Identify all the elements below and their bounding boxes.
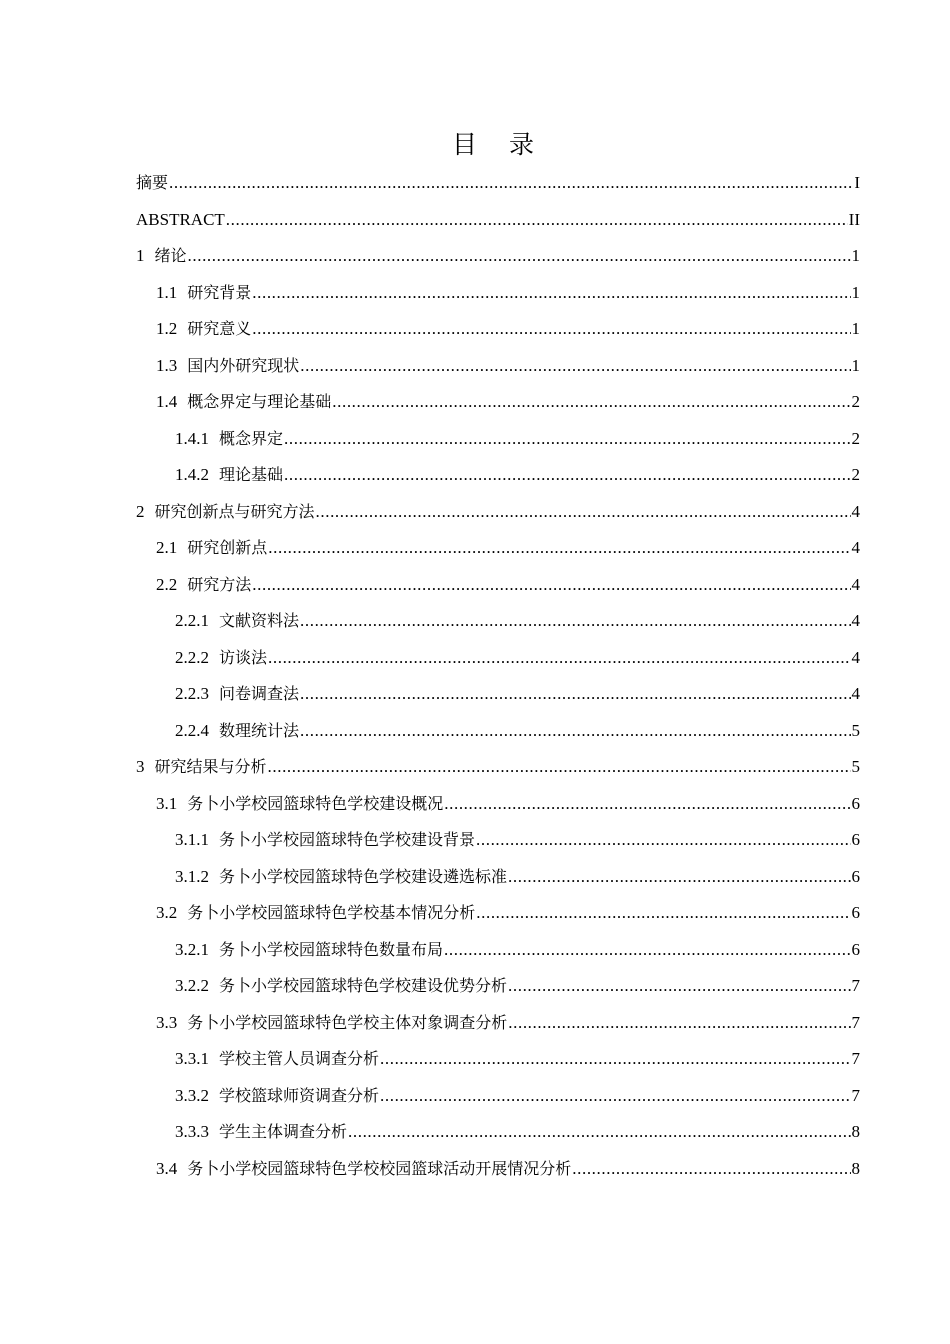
toc-entry[interactable] [175, 460, 860, 490]
toc-entry-text: 1.4 概念界定与理论基础 [156, 392, 332, 411]
toc-page-number: 8 [851, 1122, 860, 1141]
toc-page-number: 6 [851, 939, 860, 959]
dot-leader [444, 789, 850, 819]
dot-leader [332, 387, 850, 417]
toc-entry-text: 2.2.2 访谈法 [175, 647, 268, 667]
toc-entry-text: 3.4 务卜小学校园篮球特色学校校园篮球活动开展情况分析 [156, 1158, 572, 1178]
dot-leader [252, 314, 850, 344]
toc-entry-text: ABSTRACT [136, 209, 225, 229]
dot-leader [300, 606, 850, 636]
toc-entry[interactable] [136, 241, 860, 271]
dot-leader [444, 935, 850, 965]
toc-entry[interactable] [156, 1008, 860, 1038]
toc-page-number: 2 [851, 428, 860, 448]
toc-entry[interactable] [175, 606, 860, 636]
toc-entry-text: 2 研究创新点与研究方法 [136, 501, 315, 521]
toc-entry[interactable] [175, 1081, 860, 1111]
dot-leader [169, 168, 853, 198]
toc-entry-text: 1.4.2 理论基础 [175, 465, 284, 484]
toc-entry[interactable] [156, 387, 860, 417]
dot-leader [252, 278, 850, 308]
toc-page-number: 1 [851, 355, 860, 375]
dot-leader [508, 1008, 850, 1038]
toc-entry-text: 3 研究结果与分析 [136, 757, 267, 776]
toc-page-number: 5 [851, 757, 860, 776]
toc-entry-text: 3.3.3 学生主体调查分析 [175, 1122, 348, 1141]
toc-page-number: 4 [851, 647, 860, 667]
toc-entry[interactable] [156, 570, 860, 600]
toc-entry[interactable] [175, 679, 860, 709]
toc-page-number: 4 [851, 538, 860, 557]
toc-entry-text: 3.1 务卜小学校园篮球特色学校建设概况 [156, 793, 444, 813]
toc-page-number: 4 [851, 684, 860, 703]
toc-entry-text: 2.2.4 数理统计法 [175, 720, 300, 740]
toc-entry[interactable] [175, 424, 860, 454]
toc-entry-text: 3.2.2 务卜小学校园篮球特色学校建设优势分析 [175, 976, 508, 995]
toc-entry[interactable] [156, 314, 860, 344]
dot-leader [476, 825, 850, 855]
toc-page-number: 6 [851, 903, 860, 922]
toc-entry-text: 3.1.2 务卜小学校园篮球特色学校建设遴选标准 [175, 866, 508, 886]
toc-page-number: 2 [851, 392, 860, 411]
toc-entry-text: 2.2 研究方法 [156, 574, 252, 594]
dot-leader [348, 1117, 850, 1147]
toc-page-number: 7 [851, 1085, 860, 1105]
toc-entry[interactable] [175, 971, 860, 1001]
toc-page-number: 6 [851, 866, 860, 886]
toc-entry-text: 摘要 [136, 173, 169, 192]
dot-leader [572, 1154, 850, 1184]
dot-leader [476, 898, 850, 928]
toc-entry[interactable] [175, 935, 860, 965]
toc-entry-text: 2.1 研究创新点 [156, 538, 268, 557]
dot-leader [284, 424, 850, 454]
dot-leader [268, 752, 851, 782]
toc-page-number: 4 [851, 574, 860, 594]
dot-leader [226, 205, 848, 235]
toc-page-number: 2 [851, 465, 860, 484]
toc-page-number: 7 [851, 976, 860, 995]
toc-page-number: 1 [851, 282, 860, 302]
toc-entry[interactable] [175, 862, 860, 892]
toc-entry[interactable] [156, 351, 860, 381]
dot-leader [508, 862, 850, 892]
toc-entry[interactable] [175, 1044, 860, 1074]
toc-entry[interactable] [136, 752, 860, 782]
toc-page-number: 6 [851, 830, 860, 849]
dot-leader [300, 716, 850, 746]
toc-page-number: 7 [851, 1012, 860, 1032]
toc-page-number: 4 [851, 611, 860, 630]
toc-page-number: 4 [851, 501, 860, 521]
toc-entry-text: 1.3 国内外研究现状 [156, 355, 300, 375]
dot-leader [316, 497, 851, 527]
toc-entry[interactable] [136, 168, 860, 198]
toc-entry-text: 2.2.1 文献资料法 [175, 611, 300, 630]
dot-leader [268, 643, 850, 673]
toc-entry-text: 1.1 研究背景 [156, 282, 252, 302]
toc-entry-text: 1 绪论 [136, 246, 187, 265]
toc-page-number: 7 [851, 1049, 860, 1068]
toc-entry[interactable] [156, 278, 860, 308]
toc-page-number: 5 [851, 720, 860, 740]
toc-entry[interactable] [156, 898, 860, 928]
toc-entry-text: 3.2.1 务卜小学校园篮球特色数量布局 [175, 939, 444, 959]
toc-entry-text: 3.1.1 务卜小学校园篮球特色学校建设背景 [175, 830, 476, 849]
toc-page-number: 8 [851, 1158, 860, 1178]
dot-leader [268, 533, 850, 563]
dot-leader [380, 1044, 850, 1074]
dot-leader [252, 570, 850, 600]
toc-entry-text: 3.3.2 学校篮球师资调查分析 [175, 1085, 380, 1105]
toc-entry[interactable] [136, 497, 860, 527]
toc-page-number: II [848, 209, 860, 229]
toc-entry-text: 2.2.3 问卷调查法 [175, 684, 300, 703]
dot-leader [508, 971, 850, 1001]
toc-page-number: 1 [851, 246, 860, 265]
toc-title: 目 录 [452, 130, 546, 159]
toc-page-number: 1 [851, 319, 860, 338]
toc-entry[interactable] [156, 1154, 860, 1184]
dot-leader [300, 679, 850, 709]
dot-leader [300, 351, 850, 381]
toc-entry[interactable] [175, 1117, 860, 1147]
toc-entry[interactable] [175, 643, 860, 673]
toc-entry-text: 3.3.1 学校主管人员调查分析 [175, 1049, 380, 1068]
toc-entry[interactable] [175, 716, 860, 746]
toc-page-number: I [854, 173, 860, 192]
toc-page-number: 6 [851, 793, 860, 813]
toc-entry[interactable] [136, 205, 860, 235]
dot-leader [380, 1081, 850, 1111]
toc-entry[interactable] [175, 825, 860, 855]
toc-entry-text: 3.3 务卜小学校园篮球特色学校主体对象调查分析 [156, 1012, 508, 1032]
toc-entry-text: 1.2 研究意义 [156, 319, 252, 338]
toc-entry[interactable] [156, 789, 860, 819]
toc-entry[interactable] [156, 533, 860, 563]
toc-entry-text: 3.2 务卜小学校园篮球特色学校基本情况分析 [156, 903, 476, 922]
toc-entry-text: 1.4.1 概念界定 [175, 428, 284, 448]
dot-leader [284, 460, 850, 490]
dot-leader [188, 241, 851, 271]
